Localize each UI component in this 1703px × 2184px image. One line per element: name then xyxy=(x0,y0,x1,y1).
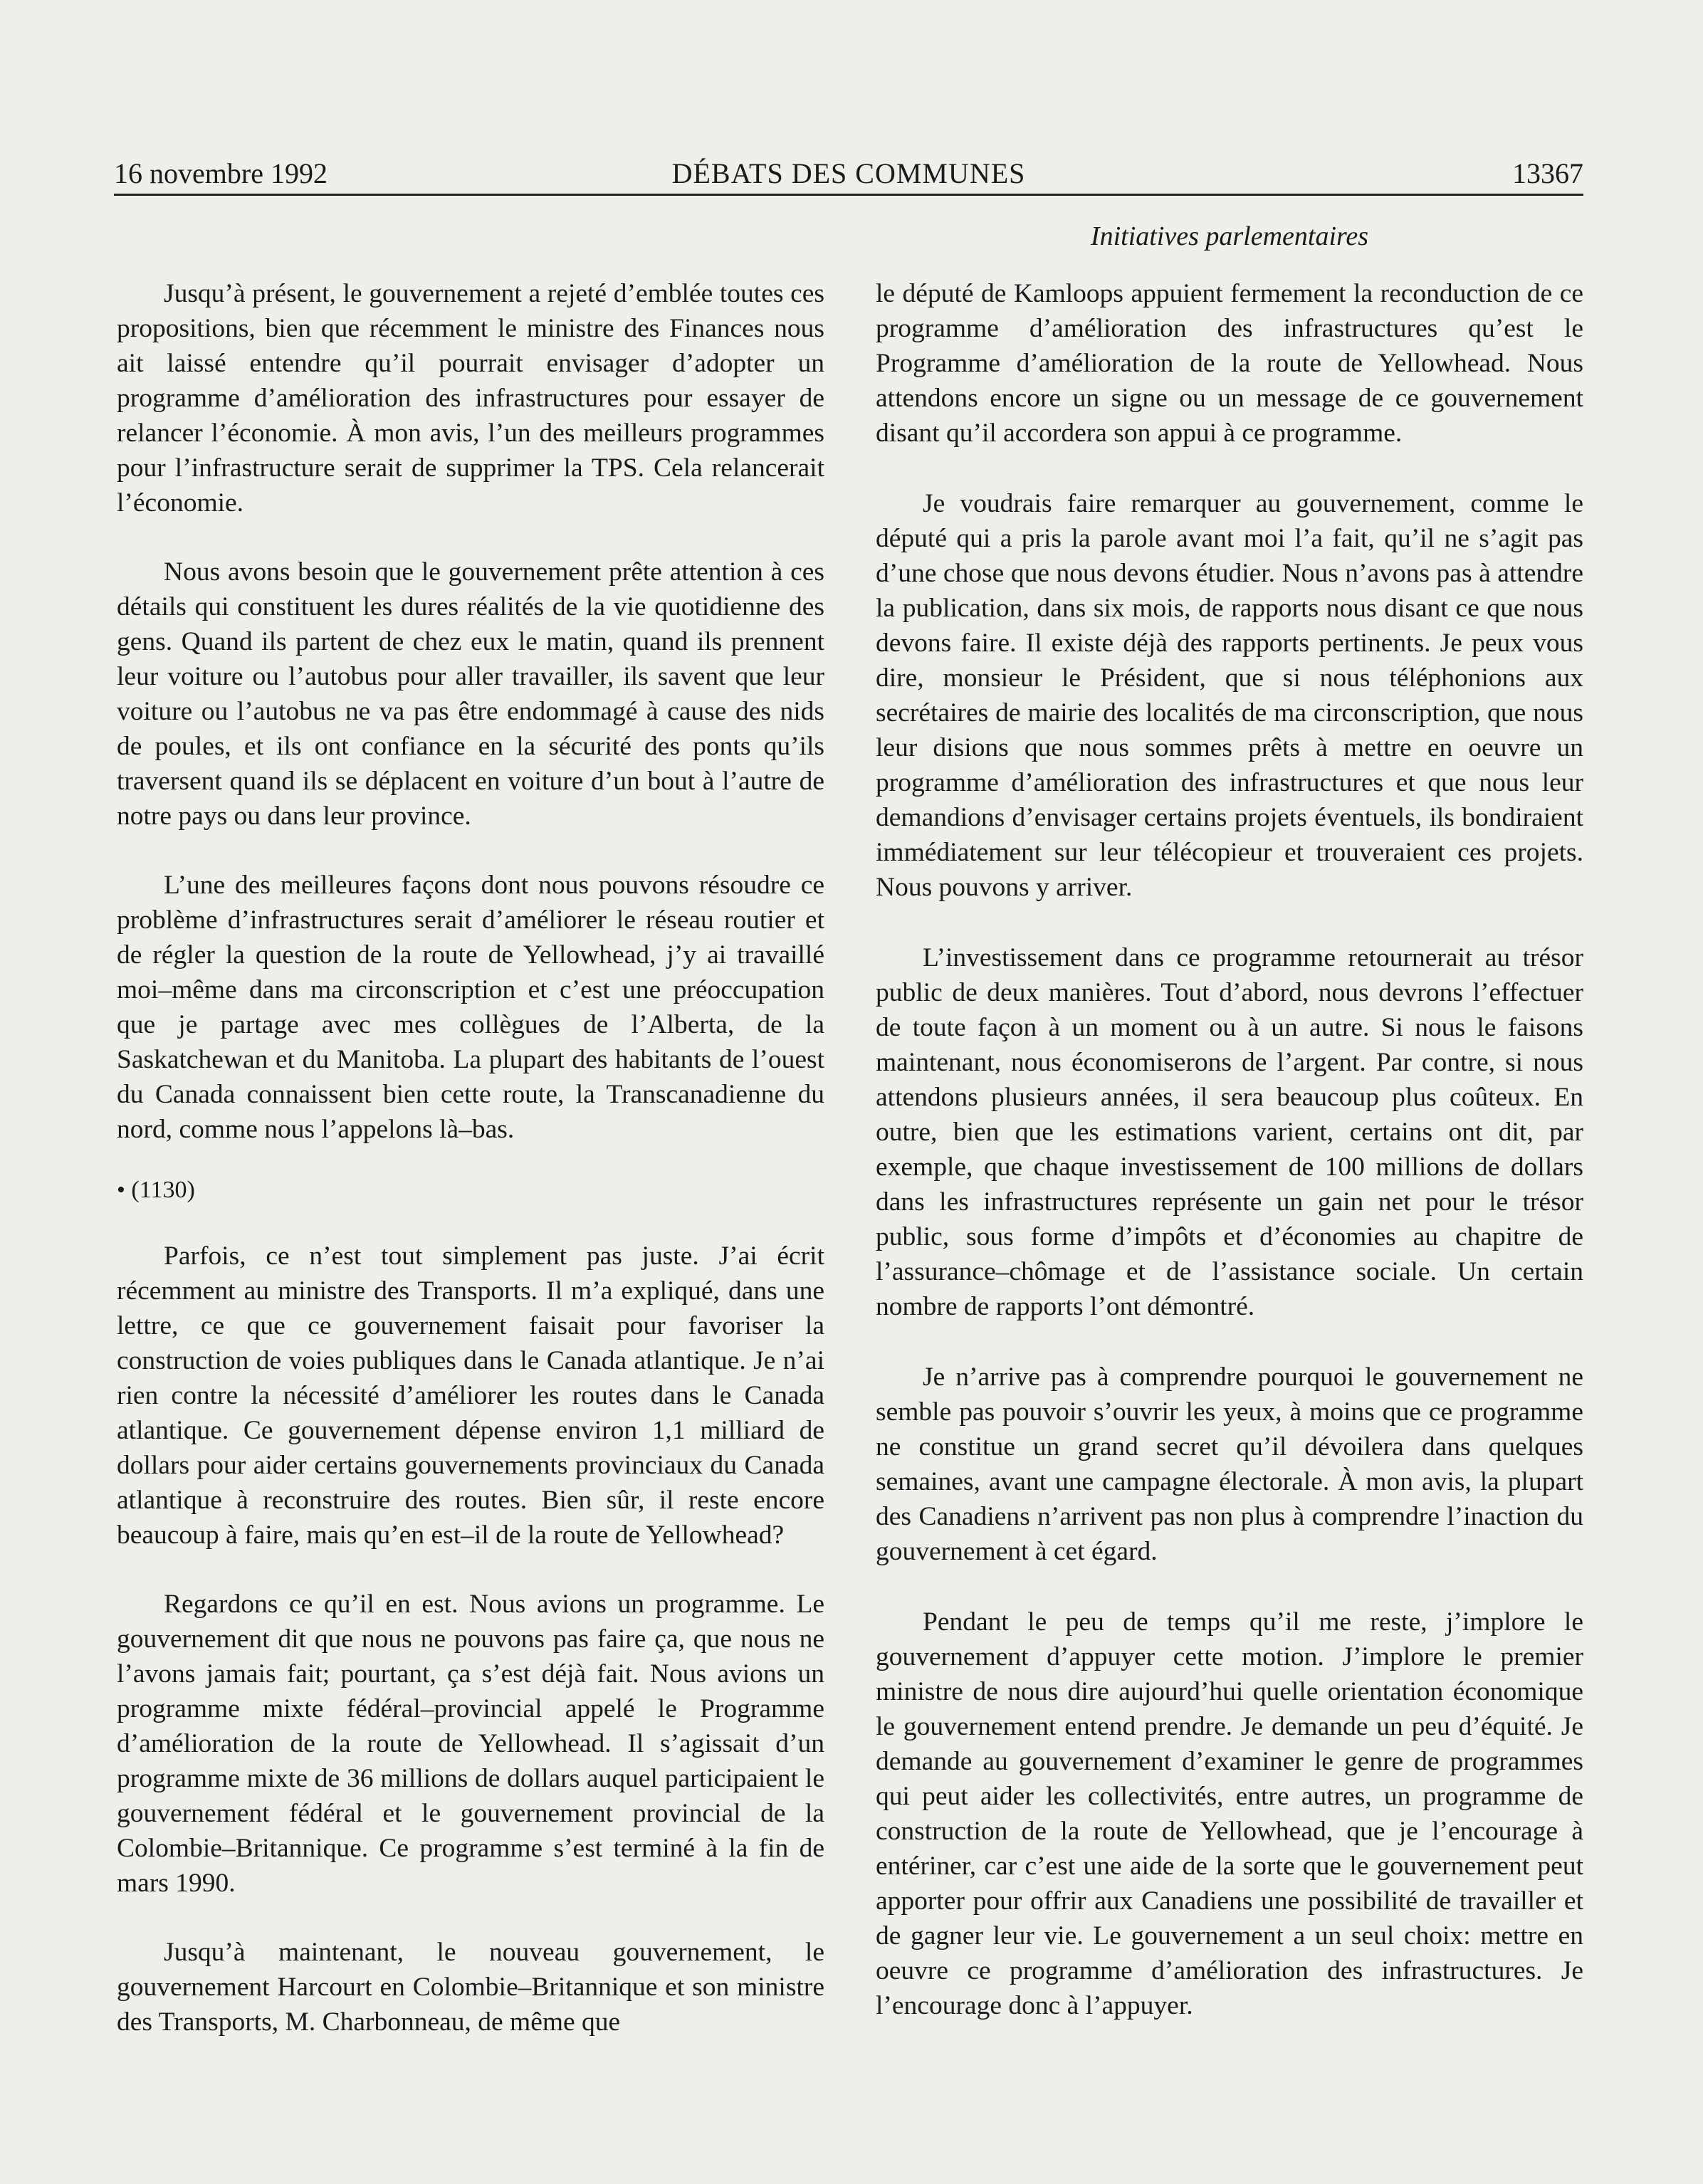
paragraph: Jusqu’à présent, le gouvernement a rejeté d’emblée toutes ces propositions, bien que récemment le ministre des Finances nous ait laissé entendre qu’il pourrait envisager d’adopter un programme d’amélioration des infrastructures pour essayer de relancer l’économie. À mon avis, l’un des meilleurs programmes pour l’infrastructure serait de supprimer la TPS. Cela relancerait l’économie. xyxy=(117,279,824,518)
paragraph: L’investissement dans ce programme retournerait au trésor public de deux manières. Tout d’abord, nous devrons l’effectuer de toute façon à un moment ou à un autre. Si nous le faisons maintenant, nous économiserons de l’argent. Par contre, si nous attendons plusieurs années, il sera beaucoup plus coûteux. En outre, bien que les estimations varient, certains ont dit, par exemple, que chaque investissement de 100 millions de dollars dans les infrastructures représente un gain net pour le trésor public, sous forme d’impôts et d’économies au chapitre de l’assurance–chômage et de l’assistance sociale. Un certain nombre de rapports l’ont démontré. xyxy=(876,943,1583,1321)
paragraph: Parfois, ce n’est tout simplement pas juste. J’ai écrit récemment au ministre des Transports. Il m’a expliqué, dans une lettre, ce que ce gouvernement faisait pour favoriser la construction de voies publiques dans le Canada atlantique. Je n’ai rien contre la nécessité d’améliorer les routes dans le Canada atlantique. Ce gouvernement dépense environ 1,1 milliard de dollars pour aider certains gouvernements provinciaux du Canada atlantique à reconstruire des routes. Bien sûr, il reste encore beaucoup à faire, mais qu’en est–il de la route de Yellowhead? xyxy=(117,1241,824,1550)
paragraph: le député de Kamloops appuient fermement la reconduction de ce programme d’amélioration des infrastructures qu’est le Programme d’amélioration de la route de Yellowhead. Nous attendons encore un signe ou un message de ce gouvernement disant qu’il accordera son appui à ce programme. xyxy=(876,279,1583,448)
paragraph: L’une des meilleures façons dont nous pouvons résoudre ce problème d’infrastructures serait d’améliorer le réseau routier et de régler la question de la route de Yellowhead, j’y ai travaillé moi–même dans ma circonscription et c’est une préoccupation que je partage avec mes collègues de l’Alberta, de la Saskatchewan et du Manitoba. La plupart des habitants de l’ouest du Canada connaissent bien cette route, la Transcanadienne du nord, comme nous l’appelons là–bas. xyxy=(117,871,824,1144)
paragraph: Pendant le peu de temps qu’il me reste, j’implore le gouvernement d’appuyer cette motion. J’implore le premier ministre de nous dire aujourd’hui quelle orientation économique le gouvernement entend prendre. Je demande un peu d’équité. Je demande au gouvernement d’examiner le genre de programmes qui peut aider les collectivités, entre autres, un programme de construction de la route de Yellowhead, que je l’encourage à entériner, car c’est une aide de la sorte que le gouvernement peut apporter pour offrir aux Canadiens une possibilité de travailler et de gagner leur vie. Le gouvernement a un seul choix: mettre en oeuvre ce programme d’amélioration des infrastructures. Je l’encourage donc à l’appuyer. xyxy=(876,1607,1583,2020)
header-page-number: 13367 xyxy=(1512,157,1583,189)
left-column xyxy=(117,276,824,2061)
paragraph: Jusqu’à maintenant, le nouveau gouvernement, le gouvernement Harcourt en Colombie–Britannique et son ministre des Transports, M. Charbonneau, de même que xyxy=(117,1938,824,2037)
time-marker: • (1130) xyxy=(117,1177,195,1203)
paragraph: Je n’arrive pas à comprendre pourquoi le gouvernement ne semble pas pouvoir s’ouvrir les yeux, à moins que ce programme ne constitue un grand secret qu’il dévoilera dans quelques semaines, avant une campagne électorale. À mon avis, la plupart des Canadiens n’arrivent pas non plus à comprendre l’inaction du gouvernement à cet égard. xyxy=(876,1363,1583,1566)
header-title: DÉBATS DES COMMUNES xyxy=(671,157,1026,189)
right-column xyxy=(876,276,1583,2059)
section-label: Initiatives parlementaires xyxy=(1090,221,1369,251)
header-date: 16 novembre 1992 xyxy=(114,157,328,189)
paragraph: Je voudrais faire remarquer au gouvernement, comme le député qui a pris la parole avant moi l’a fait, qu’il ne s’agit pas d’une chose que nous devons étudier. Nous n’avons pas à attendre la publication, dans six mois, de rapports nous disant ce que nous devons faire. Il existe déjà des rapports pertinents. Je peux vous dire, monsieur le Président, que si nous téléphonions aux secrétaires de mairie des localités de ma circonscription, que nous leur disions que nous sommes prêts à mettre en oeuvre un programme d’amélioration des infrastructures et que nous leur demandions d’envisager certains projets éventuels, ils bondiraient immédiatement sur leur télécopieur et trouveraient ces projets. Nous pouvons y arriver. xyxy=(876,489,1583,902)
paragraph: Nous avons besoin que le gouvernement prête attention à ces détails qui constituent les dures réalités de la vie quotidienne des gens. Quand ils partent de chez eux le matin, quand ils prennent leur voiture ou l’autobus pour aller travailler, ils savent que leur voiture ou l’autobus ne va pas être endommagé à cause des nids de poules, et ils ont confiance en la sécurité des ponts qu’ils traversent quand ils se déplacent en voiture d’un bout à l’autre de notre pays ou dans leur province. xyxy=(117,557,824,831)
paragraph: Regardons ce qu’il en est. Nous avions un programme. Le gouvernement dit que nous ne pouvons pas faire ça, que nous ne l’avons jamais fait; pourtant, ça s’est déjà fait. Nous avions un programme mixte fédéral–provincial appelé le Programme d’amélioration de la route de Yellowhead. Il s’agissait d’un programme mixte de 36 millions de dollars auquel participaient le gouvernement fédéral et le gouvernement provincial de la Colombie–Britannique. Ce programme s’est terminé à la fin de mars 1990. xyxy=(117,1590,824,1898)
page-header xyxy=(114,151,1583,196)
